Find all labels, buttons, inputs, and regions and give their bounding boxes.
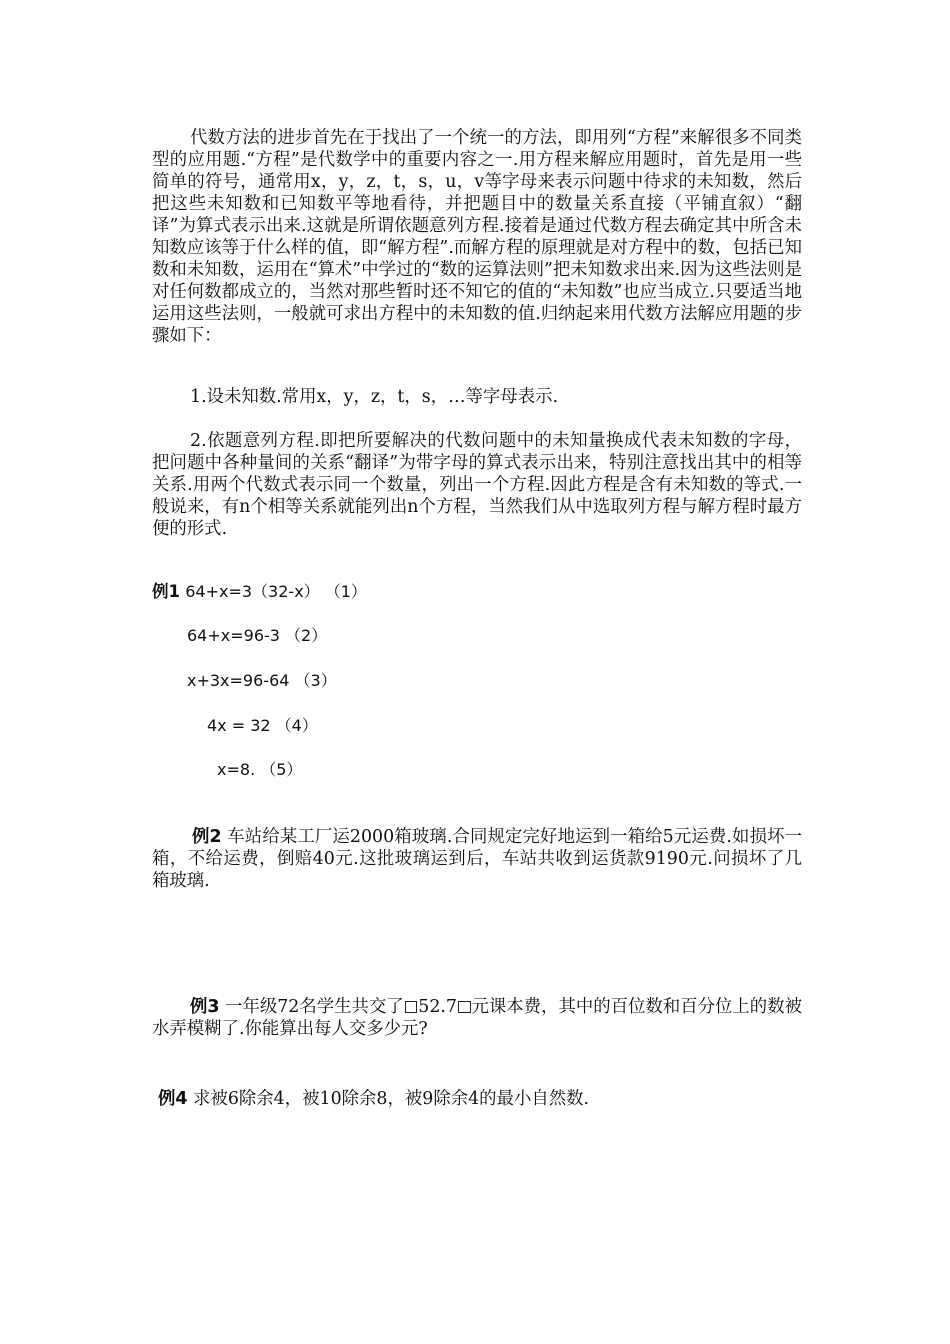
example-4-label: 例4 (158, 1089, 188, 1109)
example-2 (152, 826, 802, 892)
example-4-text: 求被6除余4，被10除余8，被9除余4的最小自然数. (193, 1089, 590, 1109)
example-3 (152, 996, 802, 1040)
example-1-line-1 (152, 581, 367, 603)
example-3-text-before: 一年级72名学生共交了 (225, 997, 404, 1017)
equation-2: 64+x=96-3 （2） (187, 626, 328, 645)
example-3-text-after: 元课本费，其中的百位数和百分位上的数被水弄模糊了.你能算出每人交多少元? (152, 997, 802, 1039)
step-2-text: 2.依题意列方程.即把所要解决的代数问题中的未知量换成代表未知数的字母，把问题中各种量间的关系“翻译”为带字母的算式表示出来，特别注意找出其中的相等关系.用两个代数式表示同一个数量，列出一个方程.因此方程是含有未知数的等式.一般说来，有n个相等关系就能列出n个方程，当然我们从中选取列方程与解方程时最方便的形式. (152, 431, 802, 539)
blurred-digit-box (405, 1001, 418, 1014)
equation-3: x+3x=96-64 （3） (187, 671, 337, 690)
example-2-label: 例2 (192, 827, 222, 847)
equation-5: x=8. （5） (217, 760, 303, 779)
example-1-label: 例1 (152, 582, 180, 601)
blurred-digit-box (458, 1001, 471, 1014)
equation-4: 4x = 32 （4） (207, 716, 318, 735)
example-4 (158, 1088, 589, 1110)
intro-paragraph: 代数方法的进步首先在于找出了一个统一的方法，即用列“方程”来解很多不同类型的应用题.“方程”是代数学中的重要内容之一.用方程来解应用题时，首先是用一些简单的符号，通常用x，y，z，t，s，u，v等字母来表示问题中待求的未知数，然后把这些未知数和已知数平等地看待，并把题目中的数量关系直接（平铺直叙）“翻译”为算式表示出来.这就是所谓依题意列方程.接着是通过代数方程去确定其中所含未知数应该等于什么样的值，即“解方程”.而解方程的原理就是对方程中的数，包括已知数和未知数，运用在“算术”中学过的“数的运算法则”把未知数求出来.因为这些法则是对任何数都成立的，当然对那些暂时还不知它的值的“未知数”也应当成立.只要适当地运用这些法则，一般就可求出方程中的未知数的值.归纳起来用代数方法解应用题的步骤如下： (152, 128, 802, 346)
example-3-text-middle: 52.7 (418, 997, 457, 1017)
example-3-label: 例3 (190, 997, 220, 1017)
step-1-text: 1.设未知数.常用x，y，z，t，s，…等字母表示. (190, 387, 558, 407)
equation-1: 64+x=3（32-x） （1） (185, 582, 367, 601)
example-2-text: 车站给某工厂运2000箱玻璃.合同规定完好地运到一箱给5元运费.如损坏一箱，不给运费，倒赔40元.这批玻璃运到后，车站共收到运货款9190元.问损坏了几箱玻璃. (152, 827, 802, 891)
